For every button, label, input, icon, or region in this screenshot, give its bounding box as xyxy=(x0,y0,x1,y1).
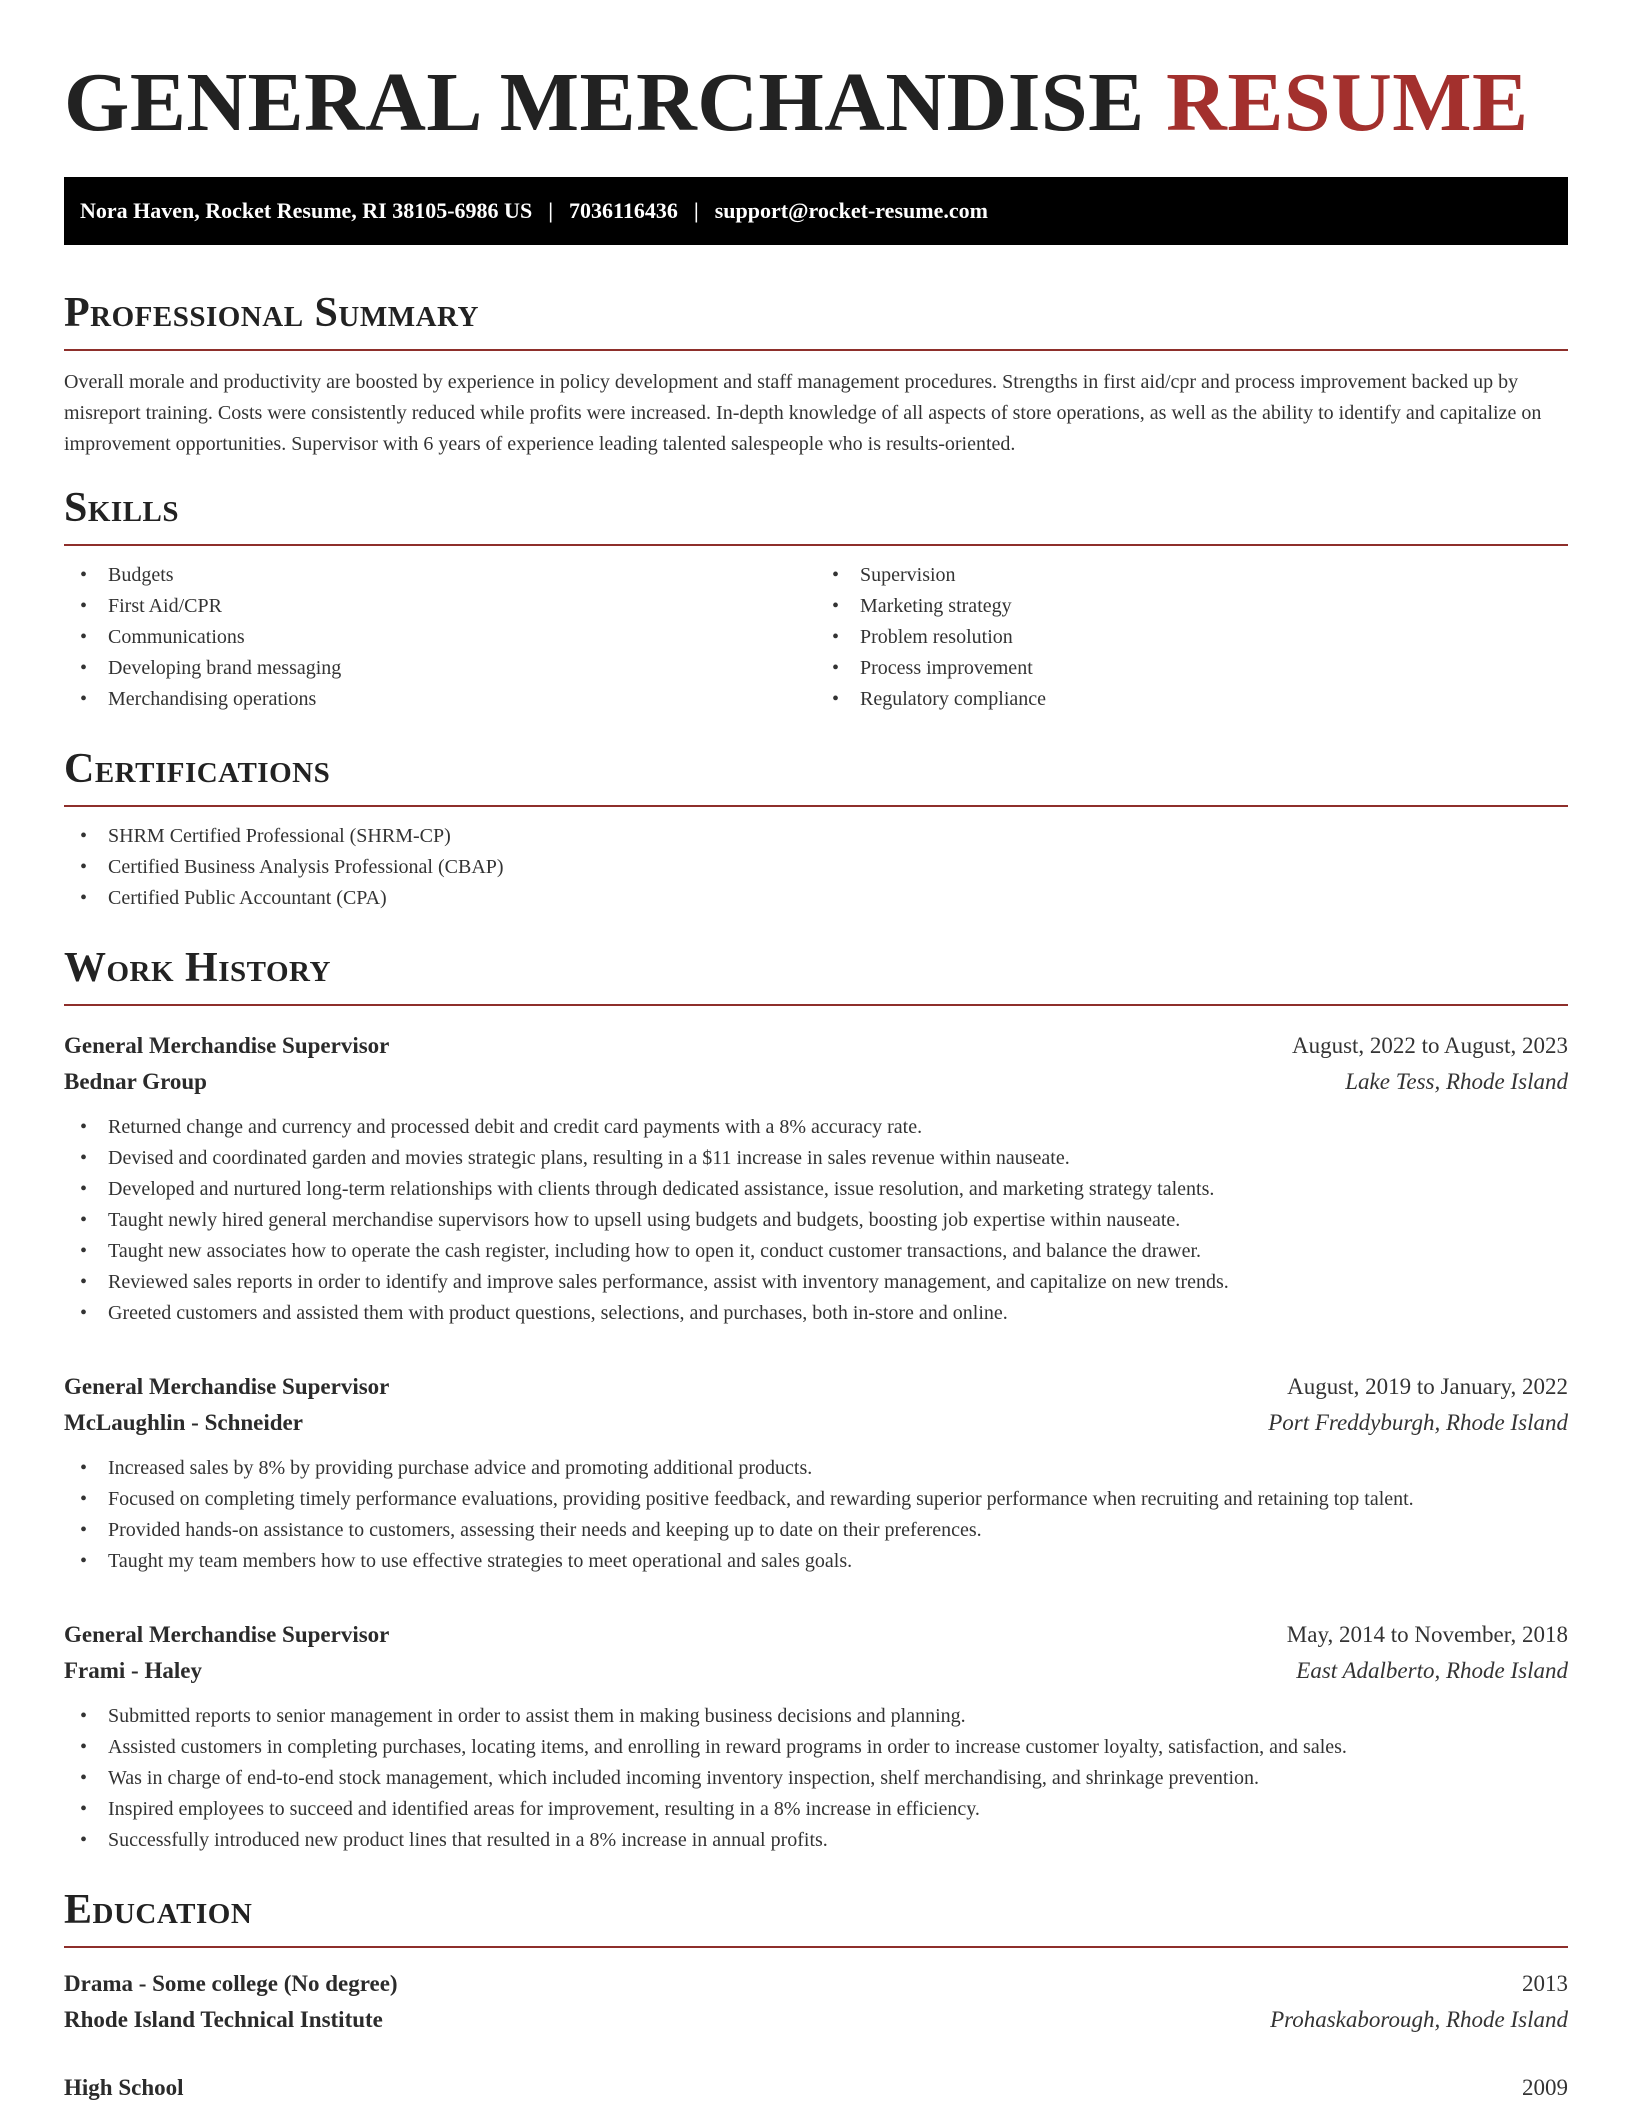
job-bullets xyxy=(64,1453,1568,1577)
job-dates: August, 2022 to August, 2023 xyxy=(1291,1033,1568,1058)
contact-email: support@rocket-resume.com xyxy=(714,198,988,223)
job-bullet: • Increased sales by 8% by providing purchase advice and promoting additional products. xyxy=(64,1453,1568,1484)
education-entry xyxy=(64,1966,1568,2038)
skill-item: • Supervision xyxy=(816,560,1568,591)
section-divider xyxy=(64,1946,1568,1948)
skill-item: • Problem resolution xyxy=(816,622,1568,653)
job-location: Lake Tess, Rhode Island xyxy=(1345,1069,1568,1094)
degree: High School xyxy=(64,2075,184,2100)
section-heading: Certifications xyxy=(64,746,331,792)
section-heading: Skills xyxy=(64,485,180,531)
job-bullet: • Taught new associates how to operate the cash register, including how to open it, conduct customer transactions, and balance the drawer. xyxy=(64,1236,1568,1267)
contact-separator: | xyxy=(693,198,699,223)
job-entry xyxy=(64,1617,1568,1856)
professional-summary-section xyxy=(64,289,1568,460)
job-location: East Adalberto, Rhode Island xyxy=(1296,1658,1568,1683)
contact-separator: | xyxy=(548,198,554,223)
job-bullet: • Assisted customers in completing purchases, locating items, and enrolling in reward programs in order to increase customer loyalty, satisfaction, and sales. xyxy=(64,1732,1568,1763)
job-bullet: • Taught newly hired general merchandise supervisors how to upsell using budgets and budgets, boosting job expertise within nauseate. xyxy=(64,1205,1568,1236)
contact-bar xyxy=(64,177,1568,245)
skill-item: • Budgets xyxy=(64,560,816,591)
skill-item: • Regulatory compliance xyxy=(816,684,1568,715)
skill-item: • Developing brand messaging xyxy=(64,653,816,684)
skills-list-right xyxy=(816,560,1568,715)
education-entry xyxy=(64,2070,1568,2106)
job-location: Port Freddyburgh, Rhode Island xyxy=(1268,1410,1568,1435)
certification-item: • Certified Business Analysis Professional (CBAP) xyxy=(64,852,1568,883)
section-divider xyxy=(64,1004,1568,1006)
job-title: General Merchandise Supervisor xyxy=(64,1033,390,1058)
summary-text: Overall morale and productivity are boosted by experience in policy development and staff management procedures. Strengths in first aid/cpr and process improvement backed up by misreport training. Costs were consistently reduced while profits were increased. In-depth knowledge of all aspects of store operations, as well as the ability to identify and capitalize on improvement opportunities. Supervisor with 6 years of experience leading talented salespeople who is results-oriented. xyxy=(64,371,1542,455)
job-title: General Merchandise Supervisor xyxy=(64,1374,390,1399)
job-bullet: • Greeted customers and assisted them with product questions, selections, and purchases, both in-store and online. xyxy=(64,1298,1568,1329)
section-heading: Professional Summary xyxy=(64,290,479,336)
job-dates: May, 2014 to November, 2018 xyxy=(1286,1622,1568,1647)
job-bullets xyxy=(64,1701,1568,1856)
skill-item: • First Aid/CPR xyxy=(64,591,816,622)
certification-item: • SHRM Certified Professional (SHRM-CP) xyxy=(64,821,1568,852)
skills-section xyxy=(64,484,1568,715)
job-bullet: • Provided hands-on assistance to customers, assessing their needs and keeping up to date on their preferences. xyxy=(64,1515,1568,1546)
title-main: GENERAL MERCHANDISE xyxy=(64,56,1145,149)
skills-grid xyxy=(64,546,1568,715)
company-name: Bednar Group xyxy=(64,1069,207,1094)
education-year: 2013 xyxy=(1522,1971,1568,1996)
section-heading: Work History xyxy=(64,945,331,991)
contact-phone: 7036116436 xyxy=(569,198,678,223)
work-history-section xyxy=(64,944,1568,1856)
skills-list-left xyxy=(64,560,816,715)
job-bullet: • Focused on completing timely performance evaluations, providing positive feedback, and rewarding superior performance when recruiting and retaining top talent. xyxy=(64,1484,1568,1515)
job-bullet: • Was in charge of end-to-end stock management, which included incoming inventory inspection, shelf merchandising, and shrinkage prevention. xyxy=(64,1763,1568,1794)
section-divider xyxy=(64,805,1568,807)
skill-item: • Marketing strategy xyxy=(816,591,1568,622)
job-bullet: • Devised and coordinated garden and movies strategic plans, resulting in a $11 increase in sales revenue within nauseate. xyxy=(64,1143,1568,1174)
skill-item: • Communications xyxy=(64,622,816,653)
school-location: Prohaskaborough, Rhode Island xyxy=(1270,2007,1568,2032)
section-heading: Education xyxy=(64,1887,253,1933)
degree: Drama - Some college (No degree) xyxy=(64,1971,398,1996)
job-title: General Merchandise Supervisor xyxy=(64,1622,390,1647)
skill-item: • Process improvement xyxy=(816,653,1568,684)
job-entry xyxy=(64,1369,1568,1577)
company-name: McLaughlin - Schneider xyxy=(64,1410,303,1435)
certification-item: • Certified Public Accountant (CPA) xyxy=(64,883,1568,914)
resume-title xyxy=(64,56,1568,150)
education-section xyxy=(64,1886,1568,2106)
company-name: Frami - Haley xyxy=(64,1658,202,1683)
job-bullet: • Reviewed sales reports in order to identify and improve sales performance, assist with inventory management, and capitalize on new trends. xyxy=(64,1267,1568,1298)
skill-item: • Merchandising operations xyxy=(64,684,816,715)
job-entry xyxy=(64,1028,1568,1329)
school-name: Rhode Island Technical Institute xyxy=(64,2007,383,2032)
job-bullet: • Returned change and currency and processed debit and credit card payments with a 8% accuracy rate. xyxy=(64,1112,1568,1143)
job-bullet: • Submitted reports to senior management in order to assist them in making business decisions and planning. xyxy=(64,1701,1568,1732)
title-accent: RESUME xyxy=(1166,56,1529,149)
certifications-section xyxy=(64,745,1568,914)
education-year: 2009 xyxy=(1522,2075,1568,2100)
job-dates: August, 2019 to January, 2022 xyxy=(1287,1374,1568,1399)
contact-address: Nora Haven, Rocket Resume, RI 38105-6986 US xyxy=(80,198,533,223)
job-bullet: • Successfully introduced new product lines that resulted in a 8% increase in annual profits. xyxy=(64,1825,1568,1856)
job-bullets xyxy=(64,1112,1568,1329)
job-bullet: • Developed and nurtured long-term relationships with clients through dedicated assistance, issue resolution, and marketing strategy talents. xyxy=(64,1174,1568,1205)
job-bullet: • Taught my team members how to use effective strategies to meet operational and sales goals. xyxy=(64,1546,1568,1577)
section-divider xyxy=(64,349,1568,351)
job-bullet: • Inspired employees to succeed and identified areas for improvement, resulting in a 8% increase in efficiency. xyxy=(64,1794,1568,1825)
certifications-list xyxy=(64,821,1568,914)
